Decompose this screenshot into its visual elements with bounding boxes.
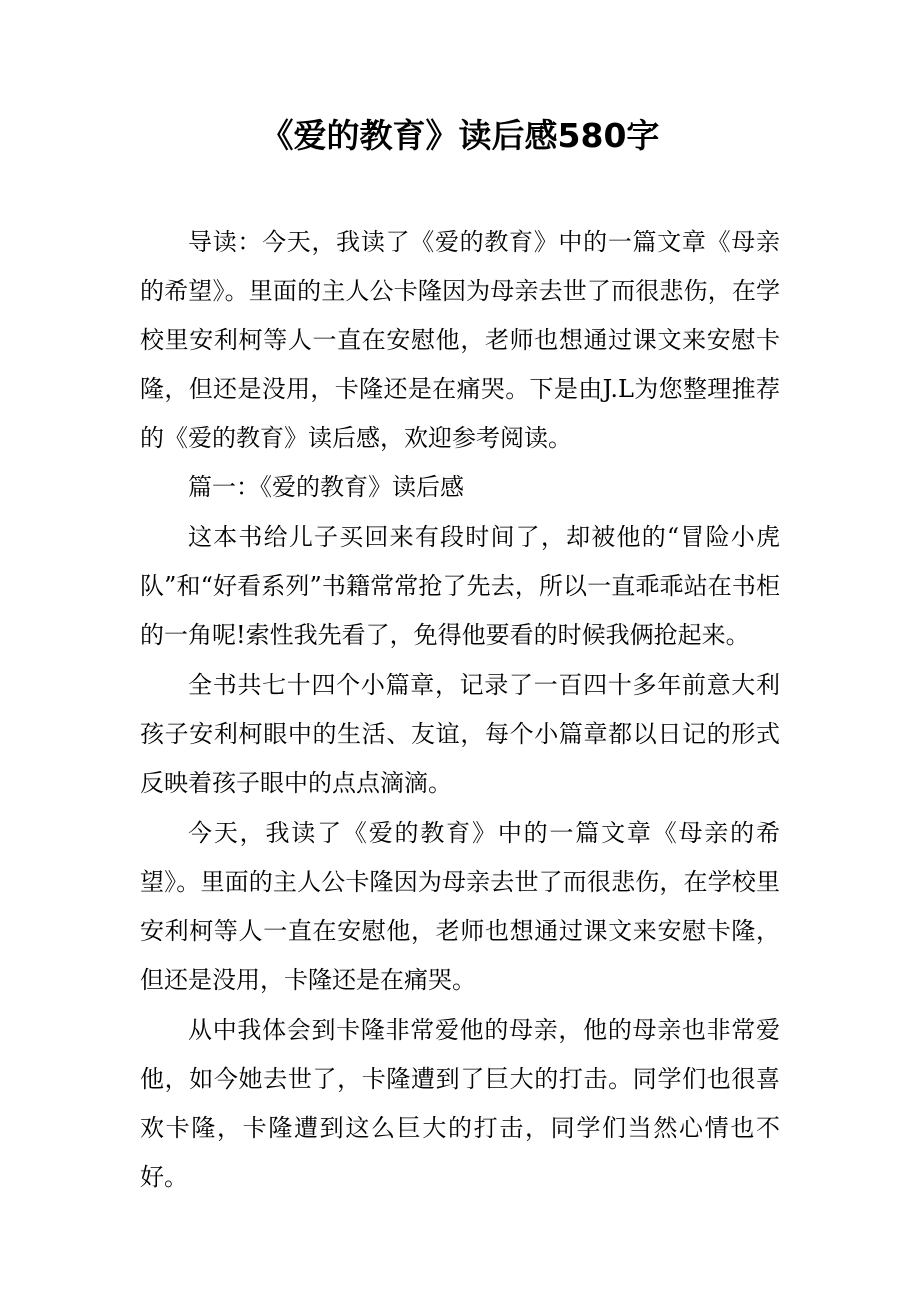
section-heading: 篇一：《爱的教育》读后感	[188, 473, 464, 501]
paragraph: 这本书给儿子买回来有段时间了，却被他的“冒险小虎队”和“好看系列”书籍常常抢了先去，所以一直乖乖站在书柜的一角呢!索性我先看了，免得他要看的时候我俩抢起来。	[140, 523, 780, 649]
document-title: 《爱的教育》读后感580字	[260, 116, 660, 155]
paragraph: 从中我体会到卡隆非常爱他的母亲，他的母亲也非常爱他，如今她去世了，卡隆遭到了巨大的打击。同学们也很喜欢卡隆，卡隆遭到这么巨大的打击，同学们当然心情也不好。	[140, 1016, 780, 1191]
paragraph: 全书共七十四个小篇章，记录了一百四十多年前意大利孩子安利柯眼中的生活、友谊，每个小篇章都以日记的形式反映着孩子眼中的点点滴滴。	[140, 671, 780, 797]
paragraph: 今天，我读了《爱的教育》中的一篇文章《母亲的希望》。里面的主人公卡隆因为母亲去世了而很悲伤，在学校里安利柯等人一直在安慰他，老师也想通过课文来安慰卡隆，但还是没用，卡隆还是在痛哭。	[140, 819, 780, 994]
paragraph-intro: 导读：今天，我读了《爱的教育》中的一篇文章《母亲的希望》。里面的主人公卡隆因为母亲去世了而很悲伤，在学校里安利柯等人一直在安慰他，老师也想通过课文来安慰卡隆，但还是没用，卡隆还是在痛哭。下是由J.L为您整理推荐的《爱的教育》读后感，欢迎参考阅读。	[140, 228, 780, 452]
document-body	[140, 218, 780, 1202]
